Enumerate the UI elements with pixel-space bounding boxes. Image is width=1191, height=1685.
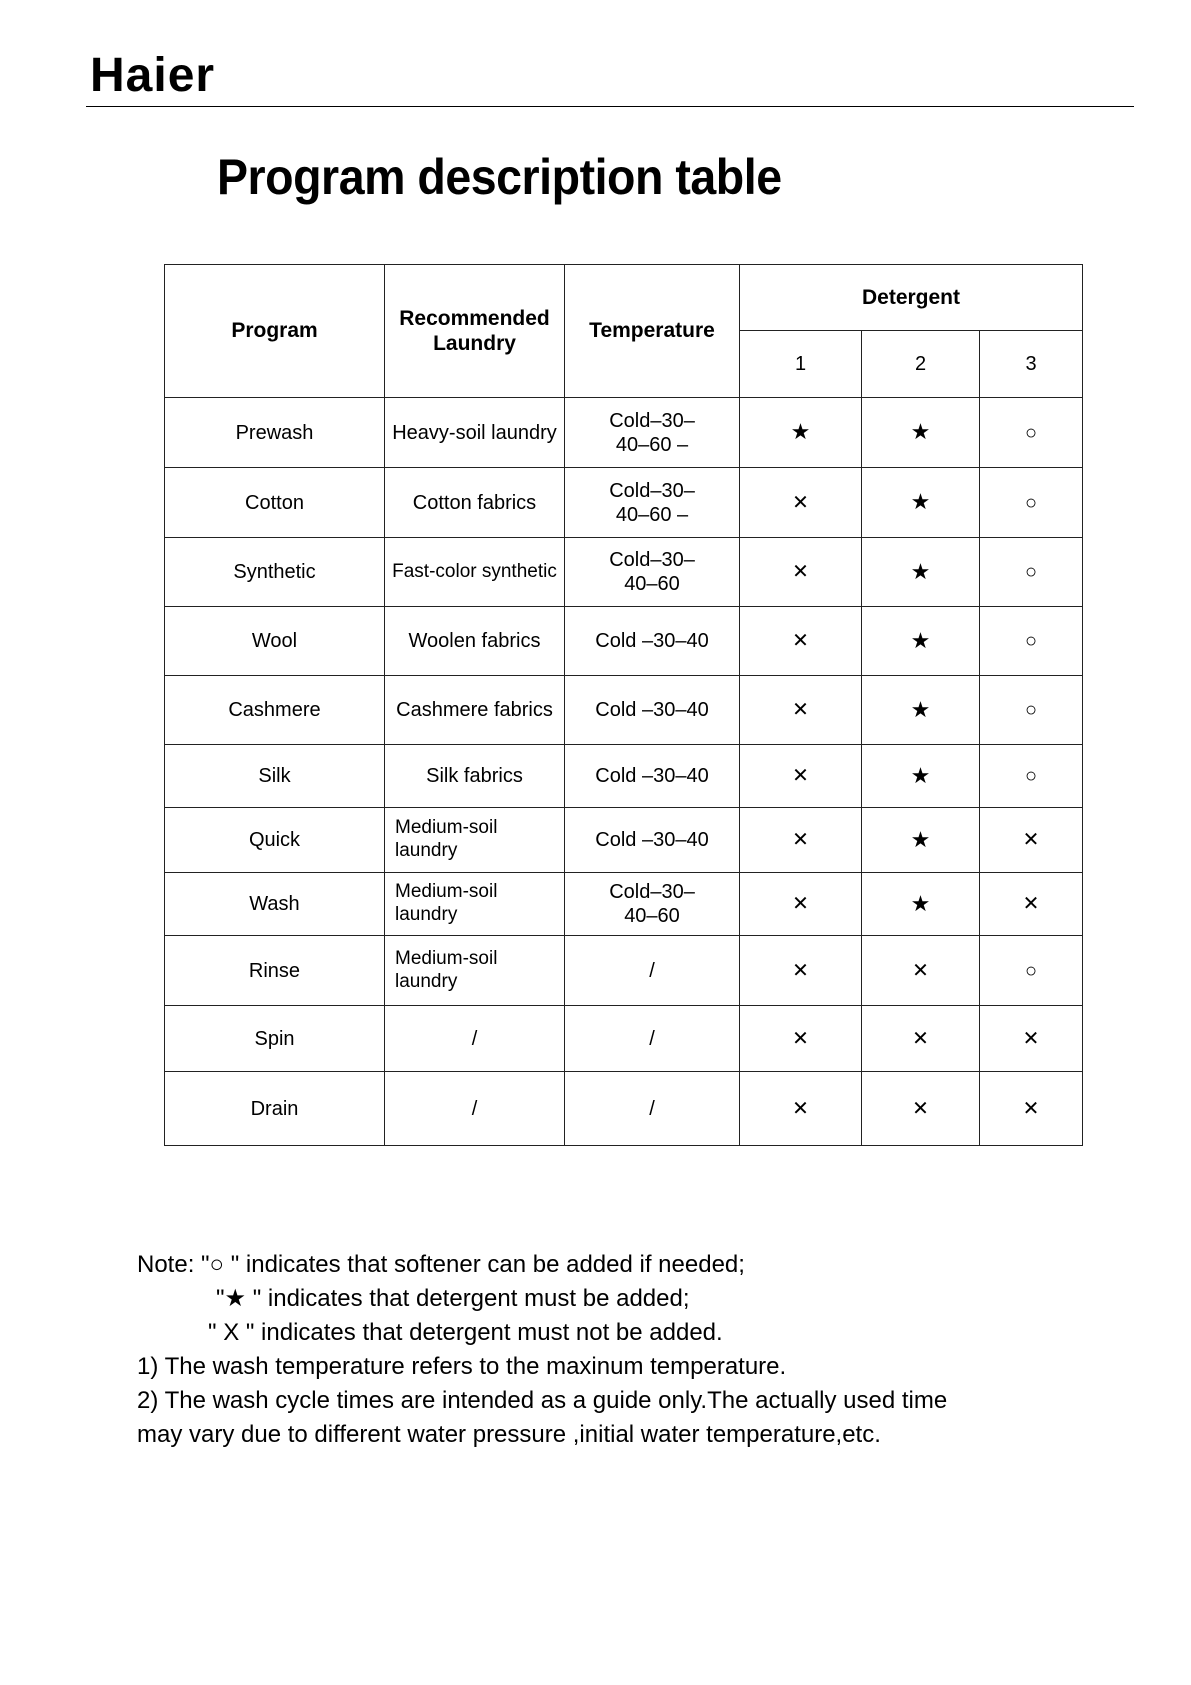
program-cell: Wash [165,873,385,936]
laundry-cell: Cotton fabrics [385,468,565,538]
detergent-1-cell: ✕ [740,468,862,538]
detergent-3-cell: ○ [980,398,1083,468]
note-detergent-forbidden: " X " indicates that detergent must not be added. [208,1319,723,1346]
temperature-cell: / [565,936,740,1006]
detergent-3-cell: ✕ [980,808,1083,873]
detergent-3-cell: ✕ [980,1072,1083,1146]
detergent-2-cell: ★ [862,873,980,936]
detergent-2-cell: ★ [862,745,980,808]
table-row [165,936,1083,1006]
laundry-cell: Silk fabrics [385,745,565,808]
detergent-2-cell: ★ [862,398,980,468]
page-title: Program description table [217,149,782,205]
table-row [165,808,1083,873]
note-temperature: 1) The wash temperature refers to the maxinum temperature. [137,1353,787,1380]
header-compartment-2: 2 [862,331,980,398]
program-cell: Cashmere [165,676,385,745]
temperature-cell: Cold –30–40 [565,676,740,745]
detergent-1-cell: ✕ [740,607,862,676]
table-row [165,1072,1083,1146]
program-cell: Silk [165,745,385,808]
header-compartment-1: 1 [740,331,862,398]
table-row [165,398,1083,468]
table-row [165,873,1083,936]
temperature-cell: / [565,1006,740,1072]
program-cell: Drain [165,1072,385,1146]
detergent-2-cell: ★ [862,808,980,873]
note-softener: Note: "○ " indicates that softener can be added if needed; [137,1251,745,1278]
detergent-1-cell: ✕ [740,745,862,808]
table-row [165,1006,1083,1072]
temperature-cell: Cold –30–40 [565,745,740,808]
detergent-2-cell: ★ [862,538,980,607]
detergent-2-cell: ✕ [862,1072,980,1146]
laundry-cell: Medium-soil laundry [385,936,565,1006]
laundry-cell: / [385,1006,565,1072]
detergent-3-cell: ○ [980,745,1083,808]
temperature-cell: Cold–30–40–60 [565,538,740,607]
program-cell: Synthetic [165,538,385,607]
temperature-cell: Cold –30–40 [565,808,740,873]
detergent-3-cell: ○ [980,538,1083,607]
program-cell: Spin [165,1006,385,1072]
detergent-3-cell: ○ [980,607,1083,676]
detergent-3-cell: ✕ [980,873,1083,936]
detergent-1-cell: ✕ [740,676,862,745]
detergent-2-cell: ✕ [862,1006,980,1072]
temperature-cell: Cold–30–40–60 – [565,468,740,538]
detergent-1-cell: ✕ [740,873,862,936]
program-cell: Wool [165,607,385,676]
laundry-cell: Medium-soil laundry [385,873,565,936]
notes-section [137,1248,1057,1452]
detergent-1-cell: ✕ [740,538,862,607]
program-cell: Quick [165,808,385,873]
temperature-cell: Cold–30–40–60 – [565,398,740,468]
detergent-2-cell: ★ [862,676,980,745]
header-temperature: Temperature [565,265,740,398]
detergent-3-cell: ○ [980,676,1083,745]
detergent-3-cell: ✕ [980,1006,1083,1072]
note-cycle-times: 2) The wash cycle times are intended as a guide only.The actually used time [137,1387,948,1414]
detergent-3-cell: ○ [980,468,1083,538]
program-cell: Rinse [165,936,385,1006]
header-recommended-laundry: Recommended Laundry [385,265,565,398]
detergent-2-cell: ★ [862,468,980,538]
program-cell: Prewash [165,398,385,468]
temperature-cell: Cold–30–40–60 [565,873,740,936]
temperature-cell: / [565,1072,740,1146]
temperature-cell: Cold –30–40 [565,607,740,676]
detergent-1-cell: ✕ [740,936,862,1006]
detergent-1-cell: ✕ [740,1006,862,1072]
header-program: Program [165,265,385,398]
table-row [165,607,1083,676]
laundry-cell: / [385,1072,565,1146]
header-divider [86,106,1134,107]
laundry-cell: Heavy-soil laundry [385,398,565,468]
haier-logo: Haier [90,49,216,102]
table-row [165,538,1083,607]
program-cell: Cotton [165,468,385,538]
note-cycle-times-cont: may vary due to different water pressure ,initial water temperature,etc. [137,1421,881,1448]
laundry-cell: Cashmere fabrics [385,676,565,745]
table-row [165,676,1083,745]
laundry-cell: Fast-color synthetic [385,538,565,607]
header-detergent: Detergent [740,265,1083,331]
note-detergent-required: "★ " indicates that detergent must be added; [216,1285,690,1312]
detergent-2-cell: ★ [862,607,980,676]
table-row [165,745,1083,808]
program-description-table [164,264,1083,1146]
detergent-3-cell: ○ [980,936,1083,1006]
detergent-2-cell: ✕ [862,936,980,1006]
header-compartment-3: 3 [980,331,1083,398]
detergent-1-cell: ★ [740,398,862,468]
detergent-1-cell: ✕ [740,1072,862,1146]
detergent-1-cell: ✕ [740,808,862,873]
table-row [165,468,1083,538]
laundry-cell: Woolen fabrics [385,607,565,676]
laundry-cell: Medium-soil laundry [385,808,565,873]
